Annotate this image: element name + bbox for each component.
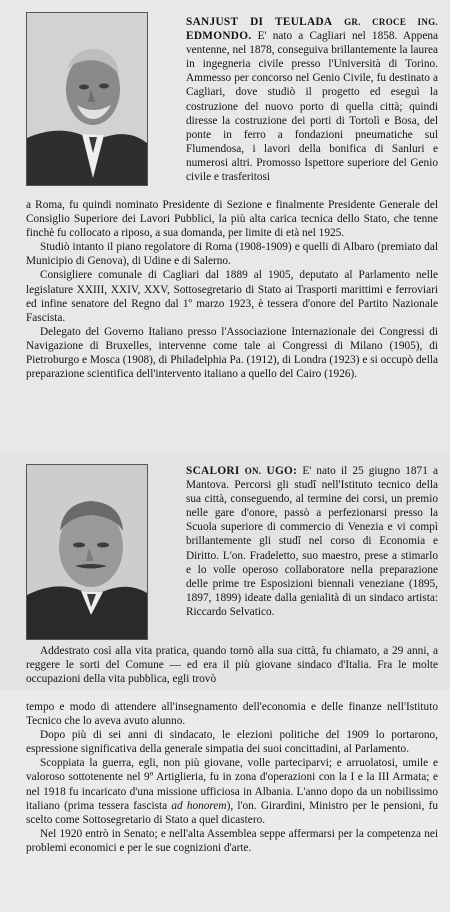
entry-scalori-p3: Dopo più di sei anni di sindacato, le elezioni politiche del 1909 lo portarono, espressione significativa della generale simpatia dei suoi concittadini, al Parlamento.: [26, 729, 438, 756]
entry-scalori-intro-text: E' nato il 25 giugno 1871 a Mantova. Percorsi gli studî nell'Istituto tecnico della sua città, conseguendo, al termine dei corsi, un premio nelle gare d'onore, passò a perfezionarsi presso la Scuola superiore di commercio di Venezia e vi compì brillantemente gli studî nel corso di Economia e Diritto. L'on. Fradeletto, suo maestro, prese a stimarlo e lo volle operoso collaboratore nella preparazione delle prime tre Esposizioni biennali veneziane (1895, 1897, 1899) ideate dalla genialità di un sindaco artista: Riccardo Selvatico.: [186, 465, 438, 618]
entry-sanjust-p4: Delegato del Governo Italiano presso l'Associazione Internazionale dei Congressi di Navigazione di Bruxelles, intervenne come tale ai Congressi di Milano (1905), di Pietroburgo e Mosca (1908), di Philadelphia Pa. (1912), di Londra (1923) e si occupò della preparazione scientifica dell'intervento italiano a quello del Cairo (1926).: [26, 325, 438, 381]
entry-sanjust-body: [26, 198, 438, 381]
entry-scalori-name: SCALORI: [186, 465, 240, 477]
entry-scalori-title: ON.: [244, 466, 262, 476]
entry-sanjust-name: SANJUST DI TEULADA: [186, 16, 333, 28]
entry-scalori-p4-before: Scoppiata la guerra, egli, non più giovane, volle parteciparvi; e arruolatosi, umile e valoroso sottotenente nel 9º Artiglieria, fu in zona d'operazioni con la I e la III Armata; e nel 1918 fu incaricato d'una missione ufficiosa in Albania. L'anno dopo da un nobilissimo italiano (prima tessera fascista: [26, 757, 438, 812]
entry-scalori-body: [26, 700, 438, 855]
entry-sanjust-intro-text: E' nato a Cagliari nel 1858. Appena ventenne, nel 1878, conseguiva brillantemente la laurea in ingegneria civile presso l'Università di Torino. Ammesso per concorso nel Genio Civile, fu destinato a Cagliari, dove studiò il progetto ed eseguì la costruzione del nuovo porto di quella città; quindi diresse la costruzione dei porti di Tortolì e Bosa, del ponte in ferro a fondazioni pneumatiche sul Flumendosa, i lavori della bonifica di Sanluri e numerosi altri. Promosso Ispettore superiore del Genio civile e trasferitosi: [186, 30, 439, 184]
entry-scalori-firstname: UGO:: [266, 465, 298, 477]
entry-scalori-intro: [186, 464, 438, 619]
entry-sanjust-title: GR. CROCE ING.: [344, 17, 438, 27]
entry-sanjust-intro: [186, 15, 438, 184]
entry-scalori-p2a: [26, 644, 438, 686]
portrait-photo-sanjust: [26, 12, 148, 186]
entry-scalori-p4-italic: ad honorem: [171, 799, 227, 812]
entry-scalori-p2a-text: Addestrato così alla vita pratica, quando tornò alla sua città, fu chiamato, a 29 anni, a reggere le sorti del Comune — ed era il più giovane sindaco d'Italia. Fra le molte occupazioni della vita pubblica, egli trovò: [26, 645, 438, 686]
entry-sanjust-p2: Studiò intanto il piano regolatore di Roma (1908-1909) e quelli di Albaro (premiato dal Municipio di Genova), di Udine e di Salerno.: [26, 241, 438, 268]
portrait-photo-scalori: [26, 464, 148, 640]
entry-scalori-p2b: tempo e modo di attendere all'insegnamento dell'economia e delle finanze nell'Istituto Tecnico che lo aveva avuto alunno.: [26, 701, 438, 728]
entry-sanjust-p3: Consigliere comunale di Cagliari dal 1889 al 1905, deputato al Parlamento nelle legislature XXIII, XXIV, XXV, Sottosegretario di Stato ai Trasporti marittimi e ferroviari ed infine senatore del Regno dal 1º marzo 1923, è tessera d'onore del Partito Nazionale Fascista.: [26, 269, 438, 324]
entry-sanjust-cont: a Roma, fu quindi nominato Presidente di Sezione e finalmente Presidente Generale del Consiglio Superiore dei Lavori Pubblici, la più alta carica tecnica dello Stato, che tenne finchè fu collocato a riposo, a sua domanda, per limite di età nel 1925.: [26, 199, 438, 240]
entry-scalori-p5: Nel 1920 entrò in Senato; e nell'alta Assemblea seppe affermarsi per la competenza nei problemi economici e per le sue cognizioni d'arte.: [26, 827, 438, 854]
entry-sanjust-firstname: EDMONDO.: [186, 30, 252, 43]
entry-scalori-p4-after: ), l'on. Girardini, Ministro per le pensioni, fu scelto come Sottosegretario di Stato a quel dicastero.: [26, 799, 438, 826]
